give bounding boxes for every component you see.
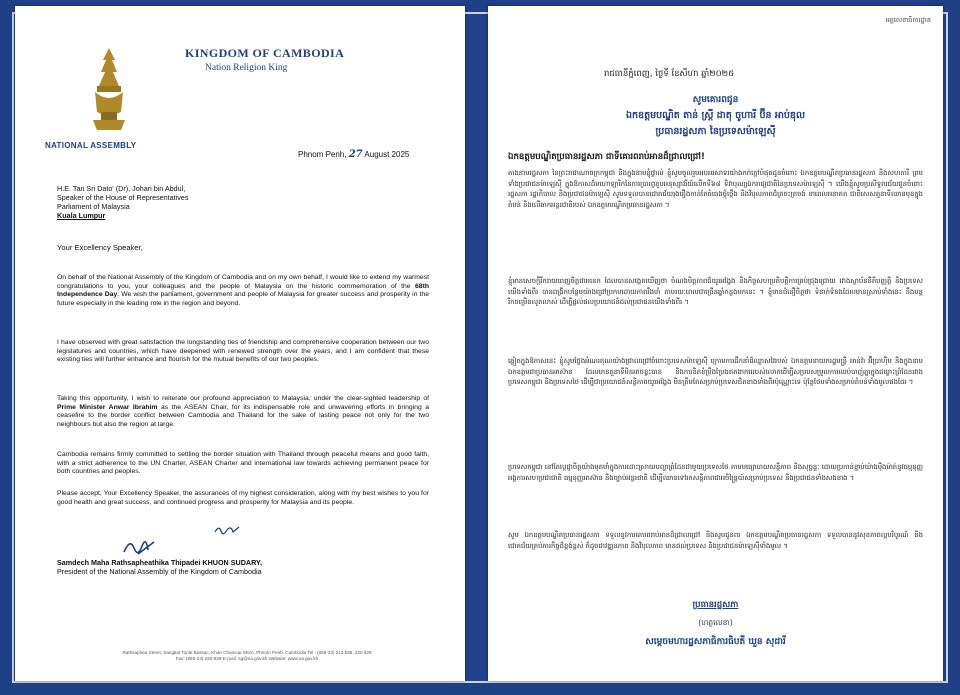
signer-title: President of the National Assembly of the Kingdom of Cambodia [57, 567, 262, 576]
footer-contact: Fax: (855-23) 220-929 E-mail: sg@na.gov.kh Website: www.na.gov.kh [175, 656, 319, 661]
motto: Nation Religion King [205, 63, 288, 73]
footer-address: Rathsaphea Street, Sangkat Tonle Bassac, Khan Chamcar Morn, Phnom Penh, Cambodia Tel : (855-23) 213 535, 220 628 [122, 650, 372, 655]
recipient-block [57, 184, 188, 220]
khmer-signature-note: (ហត្ថលេខា) [698, 618, 733, 627]
recipient-city: Kuala Lumpur [57, 211, 106, 220]
english-letter-page [15, 6, 465, 681]
khmer-letter-page [488, 6, 943, 681]
paragraph-2: I have observed with great satisfaction the longstanding ties of friendship and comprehensive cooperation between our two legislatures and countries, which have deepened with renewed strength over the years, and I am confident that these existing ties will further enhance and flourish for the mutual benefits of our two peoples. [57, 339, 429, 364]
khmer-signer-role: ប្រធានរដ្ឋសភា [692, 600, 739, 610]
date-prefix: Phnom Penh, [298, 150, 347, 159]
khmer-recipient-title: ប្រធានរដ្ឋសភា នៃប្រទេសម៉ាឡេស៊ី [655, 126, 776, 137]
recipient-line: Parliament of Malaysia [57, 202, 130, 211]
kingdom-heading: KINGDOM OF CAMBODIA [185, 46, 345, 60]
national-assembly-emblem-icon [85, 46, 133, 132]
khmer-date: រាជធានីភ្នំពេញ, ថ្ងៃទី ខែសីហា ឆ្នាំ២០២៥ [604, 69, 735, 79]
date-rest: August 2025 [364, 150, 410, 159]
assembly-label: NATIONAL ASSEMBLY [45, 141, 137, 150]
paragraph-4: Cambodia remains firmly committed to settling the border situation with Thailand through peaceful means and good faith, with a strict adherence to the UN Charter, ASEAN Charter and international law towards achieving permanent peace for both countries and peoples. [57, 451, 429, 476]
recipient-line: Speaker of the House of Representatives [57, 193, 189, 202]
independence-day-highlight: 68th Independence Day [57, 282, 429, 299]
khmer-recipient-name: ឯកឧត្តមបណ្ឌិត តាន់ ស្រ្តី ដាតុ ចូហារី ប៊ីន អាប់ឌុល [626, 110, 805, 121]
signature-icon [120, 534, 160, 558]
khmer-paragraph-1: តាងនាមរដ្ឋសភា នៃព្រះរាជាណាចក្រកម្ពុជា និងក្នុងនាមខ្ញុំផ្ទាល់ ខ្ញុំសូមចូលរួមអបអរសាទរយ៉ាងកក់ក្តៅបំផុតជូនចំពោះ ឯកឧត្តមបណ្ឌិតប្រធានរដ្ឋសភា និងសហការី ព្រមទាំងប្រជាជនម៉ាឡេស៊ី ក្នុងឱកាសដ៏មហោឡារិកនៃការប្រារព្ធខួបអនុស្សាវរីយ៍លើកទី៦៨ ទិវាបុណ្យឯករាជ្យជាតិនៃប្រទេសម៉ាឡេស៊ី ។ យើងខ្ញុំសូមប្រសិទ្ធពរជ័យជូនចំពោះ រដ្ឋសភា រដ្ឋាភិបាល និងប្រជាជនម៉ាឡេស៊ី សូមទទួលបានជោគជ័យរុងរឿងកាន់តែធំធេងថ្កុំថ្កើង និងវិបុលភាពដ៏ត្រចះត្រចង់ នាពេលអនាគត ជាពិសេសតួនាទីឈានមុខក្នុងតំបន់ និងលើឆាកអន្តរជាតិរបស់ ឯកឧត្តមបណ្ឌិតប្រធានរដ្ឋសភា ។ [508, 169, 923, 209]
date-day: 27 [348, 149, 363, 160]
khmer-address-heading: សូមគោរពជូន [692, 95, 739, 105]
secretariat-label: អគ្គលេខាធិការដ្ឋាន [885, 16, 931, 24]
khmer-paragraph-5: សូម ឯកឧត្តមបណ្ឌិតប្រធានរដ្ឋសភា ទទួលនូវការគោរពរាប់អានដ៏ជ្រាលជ្រៅ និងសូមជូនពរ ឯកឧត្តមបណ្ឌិតប្រធានរដ្ឋសភា ទទួលបាននូវសុខភាពល្អបរិបូរណ៍ និងជោគជ័យគ្រប់ភារកិច្ចដ៏ខ្ពង់ខ្ពស់ ក៏ដូចជាវឌ្ឍនភាព និងវិបុលភាព មានដល់ប្រទេស និងប្រជាជនម៉ាឡេស៊ីទាំងមូល ។ [508, 531, 923, 550]
khmer-greeting: ឯកឧត្តមបណ្ឌិតប្រធានរដ្ឋសភា ជាទីគោរពរាប់អានដ៏ជ្រាលជ្រៅ! [508, 152, 705, 162]
recipient-line: H.E. Tan Sri Dato' (Dr), Johari bin Abdul, [57, 184, 186, 193]
prime-minister-highlight: Prime Minister Anwar Ibrahim [57, 403, 158, 411]
paragraph-5: Please accept, Your Excellency Speaker, the assurances of my highest consideration, along with my best wishes to you for good health and great success, and continued progress and prosperity for Malaysia and its people. [57, 490, 429, 506]
letterhead-footer [57, 650, 437, 662]
khmer-signer-name: សម្តេចមហារដ្ឋសភាធិការធិបតី ឃួន សុដារី [645, 637, 786, 647]
khmer-paragraph-3: ឆ្លៀតក្នុងឱកាសនេះ ខ្ញុំសូមថ្លែងអំណរគុណយ៉ាងជ្រាលជ្រៅចំពោះប្រទេសម៉ាឡេស៊ី ក្រោមការដឹកនាំដ៏ឈ្លាសវៃរបស់ ឯកឧត្តមនាយករដ្ឋមន្ត្រី អាន់វ៉ា អ៊ីប្រាហ៊ីម និងក្នុងនាម ឯកឧត្តមជាប្រធានអាស៊ាន ដែលមានតួនាទីមិនអាចខ្វះបាន និងការខិតខំប្រឹងប្រែងឥតងាករេរបស់លោកដើម្បីសម្របសម្រួលការឈប់បាញ់គ្នាក្នុងជម្លោះព្រំដែនរវាងប្រទេសកម្ពុជា និងប្រទេសថៃ ដើម្បីជាប្រយោជន៍សន្តិភាពយូរអង្វែង មិនត្រឹមតែសម្រាប់ប្រទេសជិតខាងទាំងពីរប៉ុណ្ណោះទេ ប៉ុន្តែថែមទាំងសម្រាប់តំបន់ទាំងមូលផងដែរ ។ [508, 357, 923, 387]
paragraph-3: Taking this opportunity, I wish to reiterate our profound appreciation to Malaysia, under the clear-sighted leadership of Prime Minister Anwar Ibrahim as the ASEAN Chair, for its indispensable role and unwavering efforts in bringing a ceasefire to the border conflict between Cambodia and Thailand for the sake of lasting peace not only for the two neighbours but also the region at large. [57, 395, 429, 428]
initials-icon [213, 523, 241, 535]
khmer-paragraph-4: ប្រទេសកម្ពុជា នៅតែប្តេជ្ញាចិត្តយ៉ាងមុតមាំក្នុងការដោះស្រាយបញ្ហាព្រំដែនជាមួយប្រទេសថៃ តាមមធ្យោបាយសន្តិភាព និងសុច្ឆន្ទៈ ដោយប្រកាន់ខ្ជាប់យ៉ាងម៉ឺងម៉ាត់នូវធម្មនុញ្ញអង្គការសហប្រជាជាតិ ធម្មនុញ្ញអាស៊ាន និងច្បាប់អន្តរជាតិ ដើម្បីឈានទៅរកសន្តិភាពជាអចិន្ត្រៃយ៍សម្រាប់ប្រទេស និងប្រជាជនទាំងសងខាង ។ [508, 463, 923, 482]
khmer-paragraph-2: ខ្ញុំមានសេចក្តីរីករាយពេញចិត្តជាអនេក ដែលបានសង្កេតឃើញថា ចំណងមិត្តភាពដ៏យូរអង្វែង និងកិច្ចសហប្រតិបត្តិការគ្រប់ជ្រុងជ្រោយ រវាងស្ថាប័ននីតិបញ្ញត្តិ និងប្រទេសយើងទាំងពីរ បានពង្រីកបន្ថែមយ៉ាងជ្រៅប្រកបដោយភាពរឹងមាំ តាមរយៈពេលជាច្រើនឆ្នាំកន្លងមកនេះ ។ ខ្ញុំមានជំនឿចិត្តថា ទំនាក់ទំនងដែលមានស្រាប់ទាំងនេះ នឹងបន្តរីកចម្រើនលូតលាស់ ដើម្បីផ្តល់ផលប្រយោជន៍ដល់ប្រជាជនយើងទាំងពីរ ។ [508, 277, 923, 307]
paragraph-1: On behalf of the National Assembly of the Kingdom of Cambodia and on my own behalf, I would like to extend my warmest congratulations to you, your colleagues and the people of Malaysia on the historic commemoration of the 68th Independence Day. We wish the parliament, government and people of Malaysia for greater success and prosperity in the future especially in the leading role in the region and beyond. [57, 274, 429, 307]
signer-block [57, 558, 262, 576]
letter-date [298, 149, 409, 160]
signer-name: Samdech Maha Rathsapheathika Thipadei KHUON SUDARY, [57, 558, 263, 567]
salutation: Your Excellency Speaker, [57, 243, 143, 252]
